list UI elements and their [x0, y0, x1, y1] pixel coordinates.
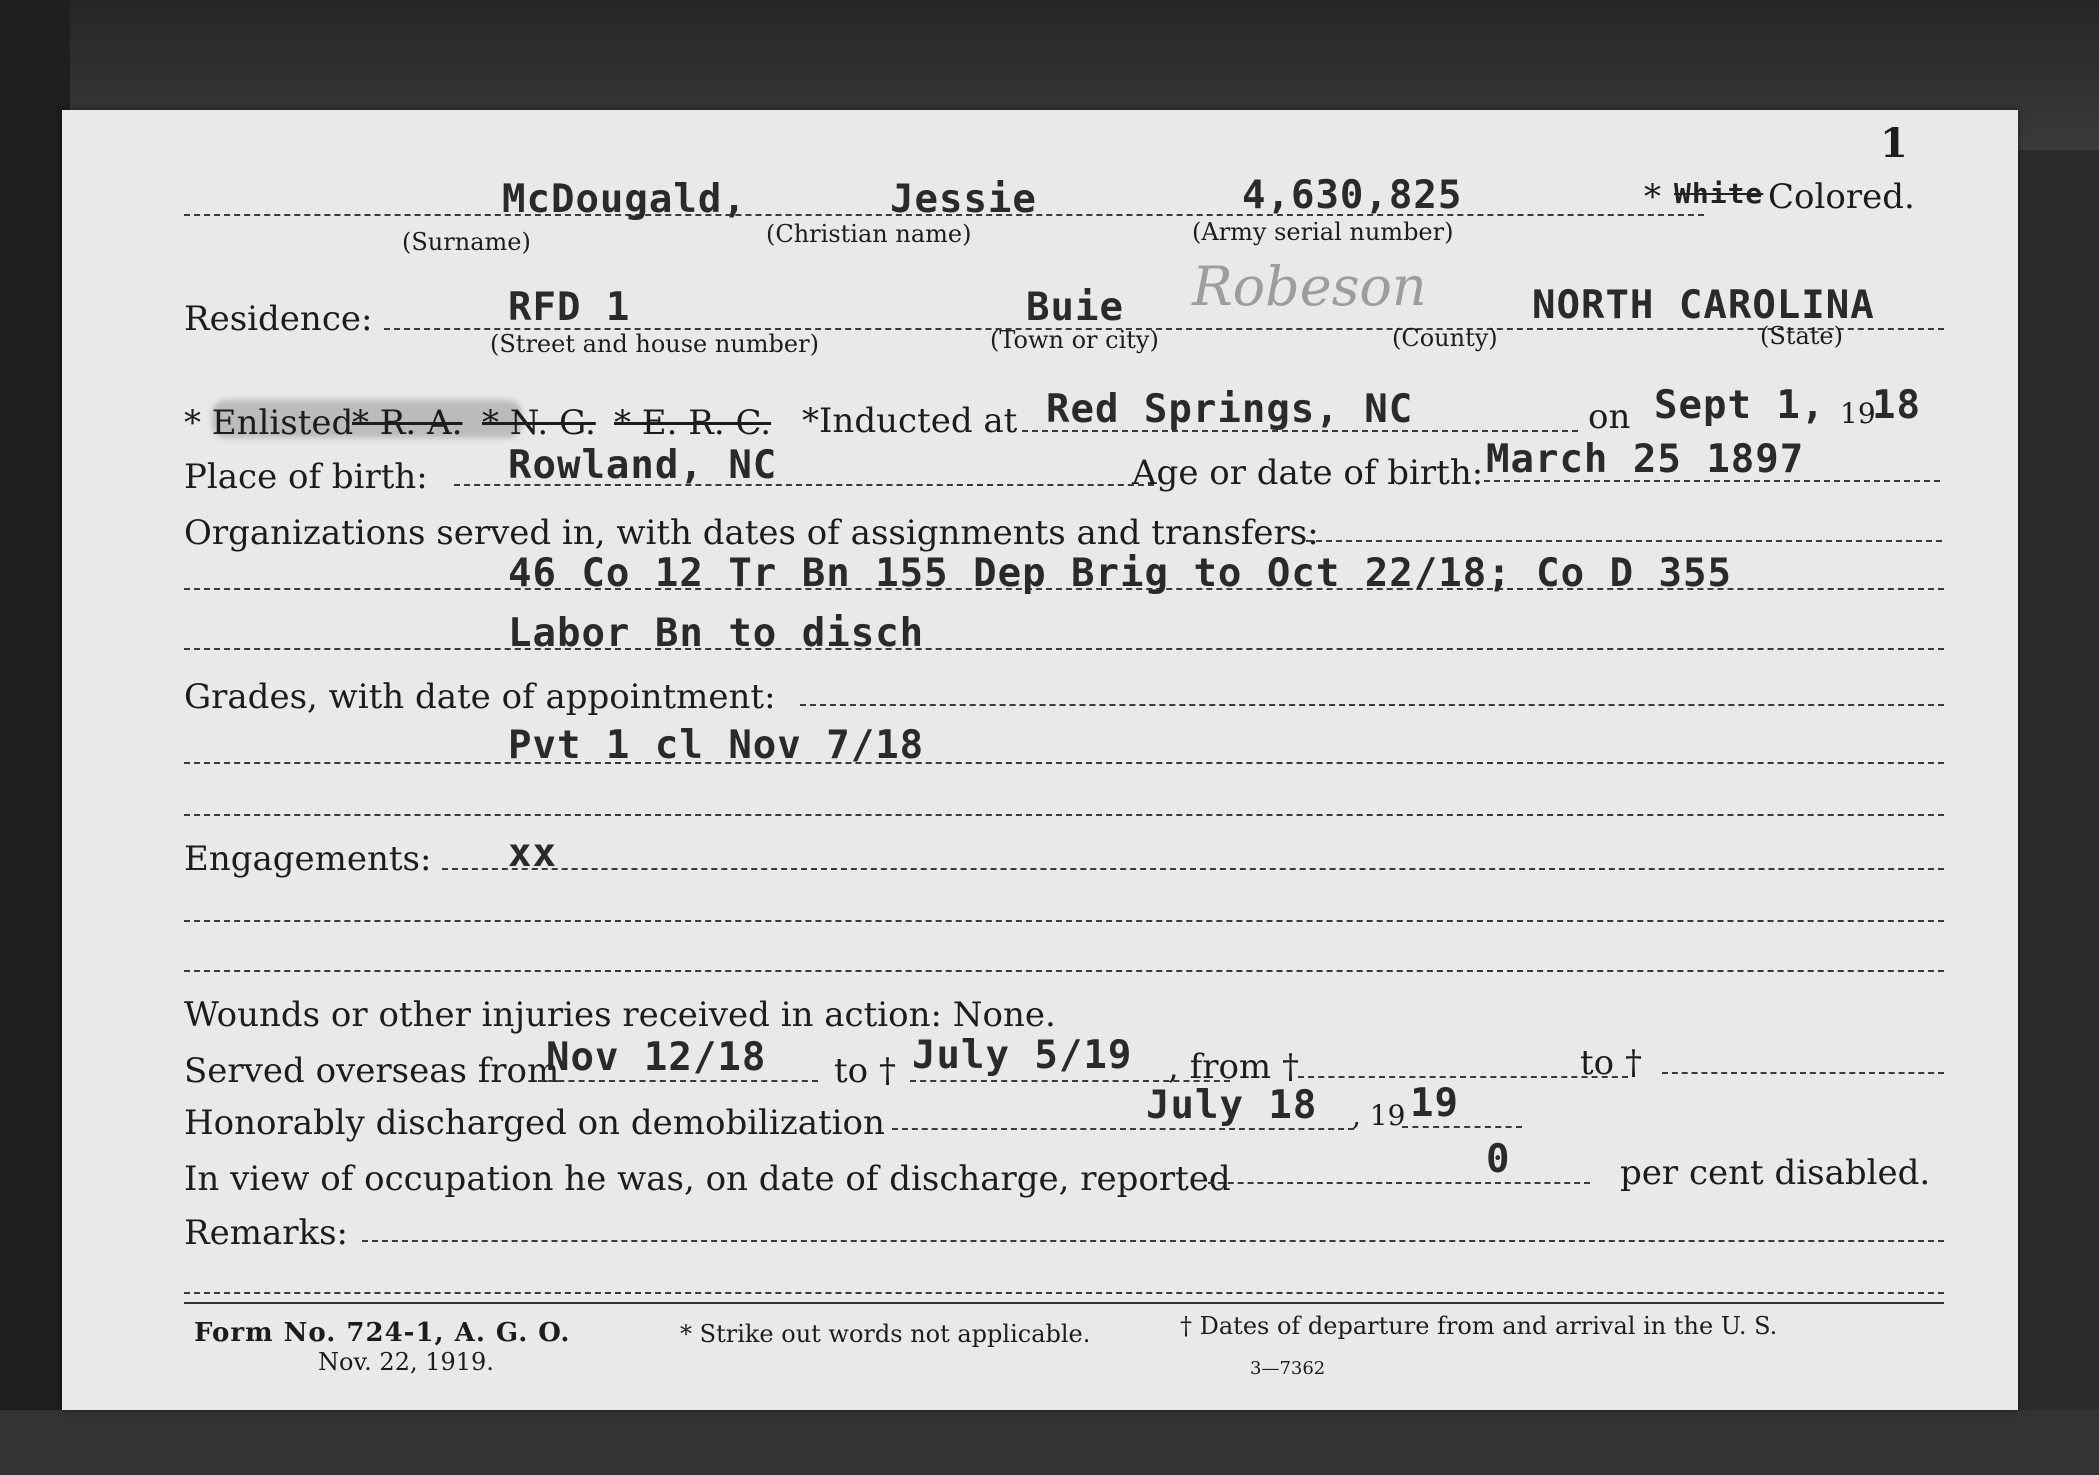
overseas-to2-line: [1662, 1072, 1944, 1074]
state-label: (State): [1760, 322, 1843, 350]
disability-value: 0: [1486, 1137, 1511, 1182]
ng-option: * N. G.: [482, 403, 596, 443]
discharge-date-value: July 18: [1146, 1083, 1318, 1128]
form-number: Form No. 724-1, A. G. O.: [194, 1318, 571, 1348]
serial-number-label: (Army serial number): [1192, 218, 1454, 246]
inducted-place-value: Red Springs, NC: [1046, 387, 1414, 432]
grades-line-2: [184, 814, 1944, 816]
town-value: Buie: [1026, 285, 1124, 330]
race-struck-text: White: [1674, 177, 1764, 210]
christian-name-value: Jessie: [890, 177, 1037, 222]
strike-note: * Strike out words not applicable.: [680, 1320, 1091, 1348]
remarks-label: Remarks:: [184, 1213, 348, 1253]
ra-option: * R. A.: [352, 403, 463, 443]
overseas-from2-label: , from †: [1168, 1047, 1299, 1087]
organizations-label: Organizations served in, with dates of assignments and transfers:: [184, 513, 1319, 553]
disability-line: [1208, 1182, 1590, 1184]
form-date: Nov. 22, 1919.: [318, 1348, 494, 1376]
dates-note: † Dates of departure from and arrival in the U. S.: [1180, 1312, 1778, 1340]
disability-suffix: per cent disabled.: [1620, 1153, 1931, 1193]
state-value: NORTH CAROLINA: [1532, 283, 1875, 328]
race-asterisk: *: [1644, 177, 1661, 217]
print-code: 3—7362: [1250, 1358, 1326, 1379]
disability-label: In view of occupation he was, on date of discharge, reported: [184, 1159, 1231, 1199]
engagements-line-1: [442, 868, 1944, 870]
date-of-birth-label: Age or date of birth:: [1132, 453, 1484, 493]
discharge-label: Honorably discharged on demobilization: [184, 1103, 885, 1143]
overseas-to-label: to †: [834, 1051, 896, 1091]
street-label: (Street and house number): [490, 330, 819, 358]
overseas-to2-label: to †: [1580, 1043, 1642, 1083]
wounds-label: Wounds or other injuries received in action: None.: [184, 995, 1056, 1035]
grades-label: Grades, with date of appointment:: [184, 677, 776, 717]
discharge-year-line: [1402, 1126, 1522, 1128]
organizations-line-2: [184, 648, 1944, 650]
engagements-value: xx: [508, 831, 557, 876]
county-label: (County): [1392, 324, 1498, 352]
enlistment-year-prefix: 19: [1840, 397, 1876, 430]
surname-label: (Surname): [402, 228, 531, 256]
place-of-birth-value: Rowland, NC: [508, 443, 778, 488]
grades-line-1-value: Pvt 1 cl Nov 7/18: [508, 723, 925, 768]
organizations-label-line: [1306, 540, 1942, 542]
enlistment-date-value: Sept 1,: [1654, 383, 1826, 428]
discharge-year-prefix: , 19: [1352, 1099, 1406, 1132]
erc-option: * E. R. C.: [614, 403, 772, 443]
overseas-from-line: [538, 1080, 818, 1082]
surname-value: McDougald,: [502, 177, 747, 222]
inducted-label: *Inducted at: [802, 401, 1018, 441]
discharge-year-value: 19: [1410, 1081, 1459, 1126]
enlisted-label: * Enlisted: [184, 403, 354, 443]
christian-name-label: (Christian name): [766, 220, 972, 248]
county-handwritten: Robeson: [1192, 255, 1427, 318]
engagements-line-3: [184, 970, 1944, 972]
residence-label: Residence:: [184, 299, 373, 339]
overseas-from2-line: [1298, 1076, 1628, 1078]
race-value: Colored.: [1768, 177, 1915, 217]
street-value: RFD 1: [508, 285, 631, 330]
overseas-to-value: July 5/19: [912, 1033, 1133, 1078]
town-label: (Town or city): [990, 326, 1159, 354]
on-label: on: [1588, 397, 1631, 437]
service-record-card: [62, 110, 2018, 1410]
remarks-line-2: [184, 1292, 1944, 1294]
enlistment-year-value: 18: [1872, 383, 1921, 428]
discharge-date-line: [892, 1128, 1354, 1130]
engagements-line-2: [184, 920, 1944, 922]
grades-label-line: [800, 704, 1944, 706]
date-of-birth-value: March 25 1897: [1486, 437, 1805, 482]
scan-background-bottom: [0, 1410, 2099, 1475]
organizations-line-2-value: Labor Bn to disch: [508, 611, 925, 656]
remarks-line-1: [362, 1240, 1944, 1242]
grades-line-1: [184, 762, 1944, 764]
card-number: 1: [1880, 120, 1908, 167]
place-of-birth-label: Place of birth:: [184, 457, 428, 497]
overseas-from-value: Nov 12/18: [546, 1035, 767, 1080]
scan-background-left: [0, 0, 70, 1475]
overseas-label: Served overseas from: [184, 1051, 560, 1091]
organizations-line-1-value: 46 Co 12 Tr Bn 155 Dep Brig to Oct 22/18; Co D 355: [508, 551, 1732, 596]
footer-rule: [184, 1302, 1944, 1304]
engagements-label: Engagements:: [184, 839, 432, 879]
serial-number-value: 4,630,825: [1242, 173, 1463, 218]
